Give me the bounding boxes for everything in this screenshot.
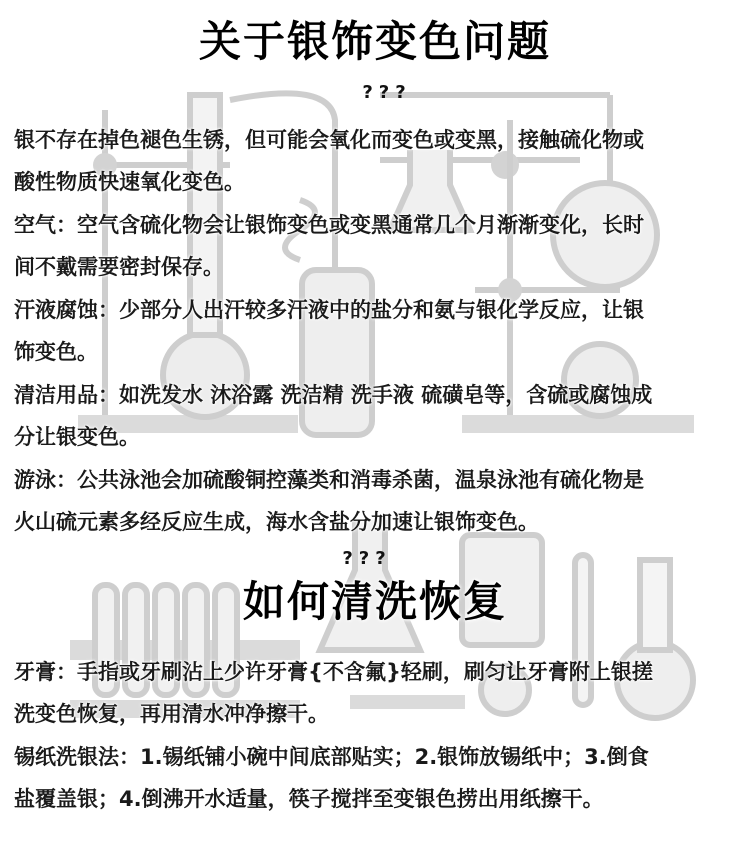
section-title-cleaning: 如何清洗恢复 [242,577,507,626]
text-line: 汗液腐蚀：少部分人出汗较多汗液中的盐分和氨与银化学反应，让银 [14,298,644,322]
text-line: 银不存在掉色褪色生锈，但可能会氧化而变色或变黑，接触硫化物或 [14,128,644,152]
paragraph-swimming [14,459,740,543]
paragraph-air [14,204,740,288]
text-line: 清洁用品：如洗发水 沐浴露 洗洁精 洗手液 硫磺皂等，含硫或腐蚀成 [14,383,653,407]
text-line: 盐覆盖银；4.倒沸开水适量，筷子搅拌至变银色捞出用纸擦干。 [14,787,604,811]
text-line: 游泳：公共泳池会加硫酸铜控藻类和消毒杀菌，温泉泳池有硫化物是 [14,468,644,492]
text-line: 洗变色恢复，再用清水冲净擦干。 [14,702,329,726]
paragraph-toothpaste [14,651,740,735]
text-line: 火山硫元素多经反应生成，海水含盐分加速让银饰变色。 [14,510,539,534]
paragraph-foil-method [14,736,740,820]
paragraph-sweat [14,289,740,373]
text-line: 间不戴需要密封保存。 [14,255,224,279]
paragraph-cleaning-products [14,374,740,458]
main-title: 关于银饰变色问题 [198,17,551,66]
text-line: 牙膏：手指或牙刷沾上少许牙膏{不含氟}轻刷，刷匀让牙膏附上银搓 [14,660,653,684]
decorative-marks-top: ??? [362,82,412,103]
text-line: 饰变色。 [14,340,98,364]
text-line: 锡纸洗银法：1.锡纸铺小碗中间底部贴实；2.银饰放锡纸中；3.倒食 [14,745,649,769]
paragraph-oxidation [14,119,740,203]
decorative-marks-middle: ??? [342,548,392,569]
text-line: 分让银变色。 [14,425,140,449]
text-line: 酸性物质快速氧化变色。 [14,170,245,194]
text-line: 空气：空气含硫化物会让银饰变色或变黑通常几个月渐渐变化，长时 [14,213,644,237]
